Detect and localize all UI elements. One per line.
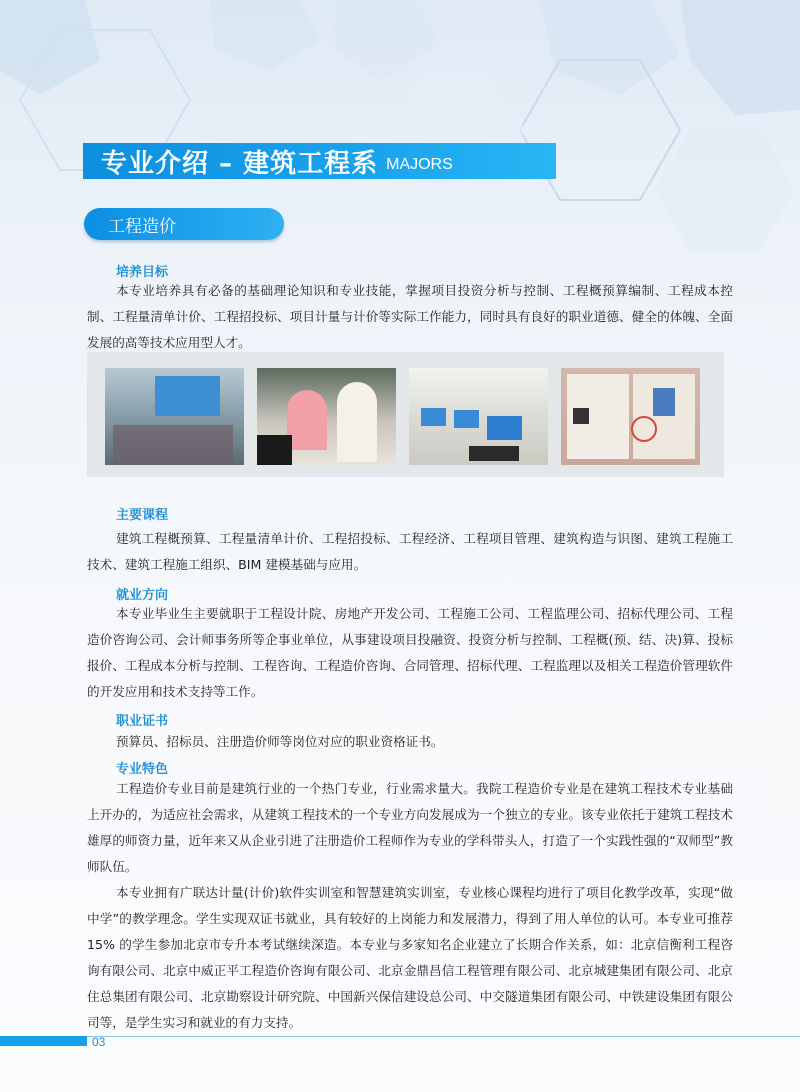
page-number: 03: [92, 1035, 106, 1049]
goal-text: [87, 278, 733, 356]
photo-strip: [87, 352, 724, 477]
features-paragraph-2: 本专业拥有广联达计量(计价)软件实训室和智慧建筑实训室，专业核心课程均进行了项目化教学改革，实现“做中学”的教学理念。学生实现双证书就业，具有较好的上岗能力和发展潜力，得到了用人单位的认可。本专业可推荐 15% 的学生参加北京市专升本考试继续深造。本专业与多家知名企业建立了长期合作关系，如：北京信衡利工程咨询有限公司、北京中威正平工程造价咨询有限公司、北京金鼎昌信工程管理有限公司、北京城建集团有限公司、北京住总集团有限公司、北京勘察设计研究院、中国新兴保信建设总公司、中交隧道集团有限公司、中铁建设集团有限公司等，是学生实习和就业的有力支持。: [87, 885, 733, 1030]
goal-heading: 培养目标: [116, 265, 169, 280]
courses-paragraph: 建筑工程概预算、工程量清单计价、工程招投标、工程经济、工程项目管理、建筑构造与识图、建筑工程施工技术、建筑工程施工组织、BIM 建模基础与应用。: [87, 531, 733, 572]
page-subtitle: MAJORS: [386, 156, 453, 173]
major-name-pill: [84, 208, 284, 240]
certificate-heading: 职业证书: [116, 714, 169, 729]
section-header-bar: [83, 143, 556, 179]
courses-text: [87, 526, 733, 578]
class-group-photo: [105, 368, 244, 465]
computer-lab-photo: [409, 368, 548, 465]
certificate-text: [87, 729, 733, 755]
features-text: [87, 776, 733, 1036]
courses-heading: 主要课程: [116, 508, 169, 523]
features-paragraph-1: 工程造价专业目前是建筑行业的一个热门专业，行业需求量大。我院工程造价专业是在建筑工程技术专业基础上开办的，为适应社会需求，从建筑工程技术的一个专业方向发展成为一个独立的专业。该专业依托于建筑工程技术雄厚的师资力量，近年来又从企业引进了注册造价工程师作为专业的学科带头人，打造了一个实践性强的“双师型”教师队伍。: [87, 781, 733, 874]
certificate-paragraph: 预算员、招标员、注册造价师等岗位对应的职业资格证书。: [116, 734, 444, 749]
footer-accent-tab: [0, 1036, 87, 1046]
career-heading: 就业方向: [116, 588, 169, 603]
certificate-photo: [561, 368, 700, 465]
career-paragraph: 本专业毕业生主要就职于工程设计院、房地产开发公司、工程施工公司、工程监理公司、招标代理公司、工程造价咨询公司、会计师事务所等企事业单位，从事建设项目投融资、投资分析与控制、工程概(预、结、决)算、投标报价、工程成本分析与控制、工程咨询、工程造价咨询、合同管理、招标代理、工程监理以及相关工程造价管理软件的开发应用和技术支持等工作。: [87, 606, 733, 699]
page-title: 专业介绍 – 建筑工程系: [101, 148, 379, 179]
student-teacher-photo: [257, 368, 396, 465]
career-text: [87, 601, 733, 705]
goal-paragraph: 本专业培养具有必备的基础理论知识和专业技能，掌握项目投资分析与控制、工程概预算编制、工程成本控制、工程量清单计价、工程招投标、项目计量与计价等实际工作能力，同时具有良好的职业道德、健全的体魄、全面发展的高等技术应用型人才。: [87, 283, 733, 350]
footer-divider: [0, 1036, 800, 1037]
major-name: 工程造价: [108, 216, 176, 237]
features-heading: 专业特色: [116, 762, 169, 777]
